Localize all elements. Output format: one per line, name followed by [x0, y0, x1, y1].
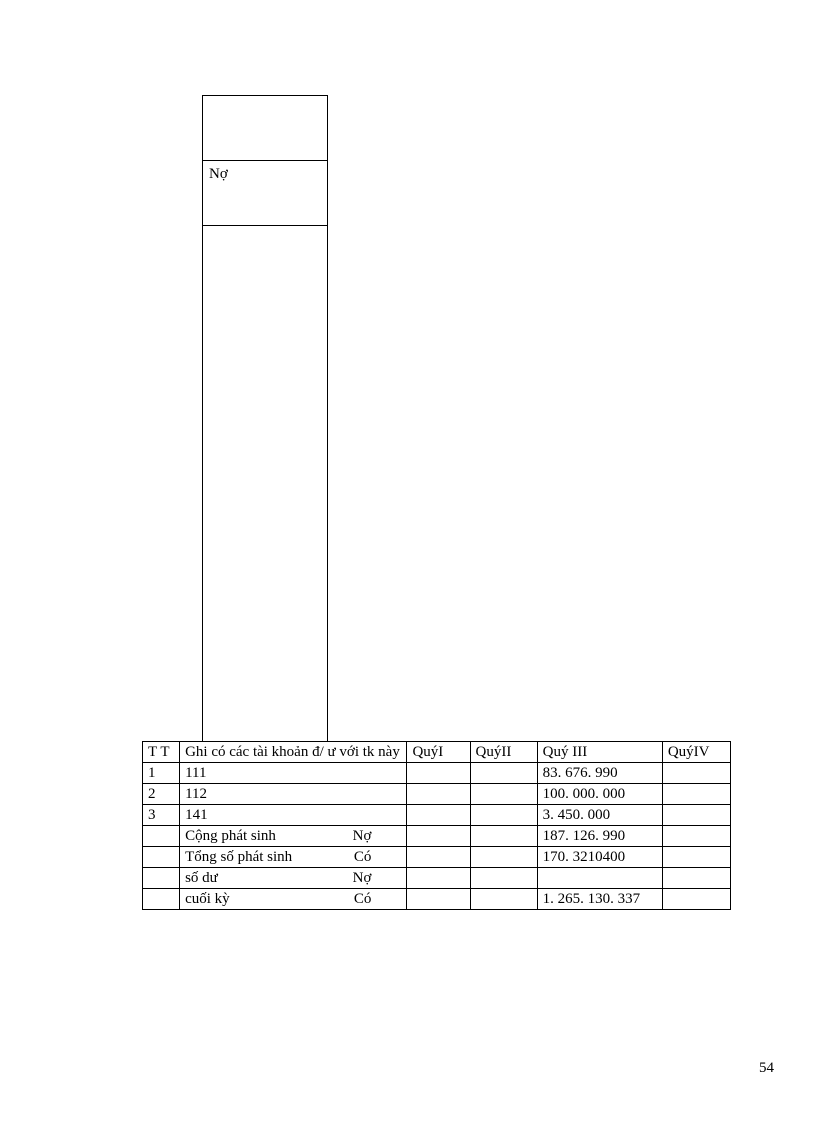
account-ledger-table	[142, 741, 731, 910]
ledger-box-body	[202, 225, 328, 742]
table-row	[143, 868, 731, 889]
cell-desc-text: số dư	[185, 870, 218, 886]
header-q4: QuýIV	[662, 742, 730, 763]
cell-tt: 2	[143, 784, 180, 805]
cell-q3	[537, 868, 662, 889]
cell-q3: 1. 265. 130. 337	[537, 889, 662, 910]
cell-q2	[470, 805, 537, 826]
table-row	[143, 805, 731, 826]
cell-q3: 3. 450. 000	[537, 805, 662, 826]
header-q1: QuýI	[407, 742, 470, 763]
table-header-row	[143, 742, 731, 763]
cell-tt: 1	[143, 763, 180, 784]
cell-q2	[470, 763, 537, 784]
cell-q4	[662, 889, 730, 910]
cell-q1	[407, 889, 470, 910]
header-tt: T T	[143, 742, 180, 763]
page-number: 54	[759, 1060, 774, 1076]
cell-desc-text: Cộng phát sinh	[185, 828, 276, 844]
cell-desc: 112	[180, 784, 407, 805]
cell-q1	[407, 847, 470, 868]
cell-q4	[662, 847, 730, 868]
cell-q1	[407, 826, 470, 847]
cell-q4	[662, 868, 730, 889]
cell-q1	[407, 868, 470, 889]
cell-desc	[180, 826, 407, 847]
cell-q3: 100. 000. 000	[537, 784, 662, 805]
table-row	[143, 826, 731, 847]
header-q2: QuýII	[470, 742, 537, 763]
table-row	[143, 763, 731, 784]
cell-q4	[662, 763, 730, 784]
cell-q2	[470, 847, 537, 868]
cell-q1	[407, 805, 470, 826]
cell-q1	[407, 784, 470, 805]
cell-tt	[143, 847, 180, 868]
cell-side: Nợ	[352, 870, 372, 886]
cell-side: Có	[353, 891, 372, 907]
cell-tt	[143, 868, 180, 889]
cell-desc: 111	[180, 763, 407, 784]
cell-q2	[470, 889, 537, 910]
cell-q2	[470, 826, 537, 847]
header-desc: Ghi có các tài khoản đ/ ư với tk này	[180, 742, 407, 763]
cell-q3: 187. 126. 990	[537, 826, 662, 847]
cell-tt: 3	[143, 805, 180, 826]
ledger-box-debit	[202, 160, 328, 226]
ledger-box-header	[202, 95, 328, 161]
cell-q1	[407, 763, 470, 784]
cell-desc-text: Tổng số phát sinh	[185, 849, 293, 865]
cell-q2	[470, 868, 537, 889]
cell-desc-text: cuối kỳ	[185, 891, 230, 907]
table-row	[143, 847, 731, 868]
table-row	[143, 889, 731, 910]
cell-desc	[180, 847, 407, 868]
cell-q4	[662, 805, 730, 826]
cell-q3: 170. 3210400	[537, 847, 662, 868]
cell-desc	[180, 889, 407, 910]
header-q3: Quý III	[537, 742, 662, 763]
cell-tt	[143, 826, 180, 847]
cell-q2	[470, 784, 537, 805]
cell-side: Có	[353, 849, 372, 865]
cell-q4	[662, 826, 730, 847]
cell-q3: 83. 676. 990	[537, 763, 662, 784]
cell-q4	[662, 784, 730, 805]
table-row	[143, 784, 731, 805]
debit-label: Nợ	[209, 166, 228, 182]
cell-desc	[180, 868, 407, 889]
cell-desc: 141	[180, 805, 407, 826]
cell-tt	[143, 889, 180, 910]
cell-side: Nợ	[352, 828, 372, 844]
